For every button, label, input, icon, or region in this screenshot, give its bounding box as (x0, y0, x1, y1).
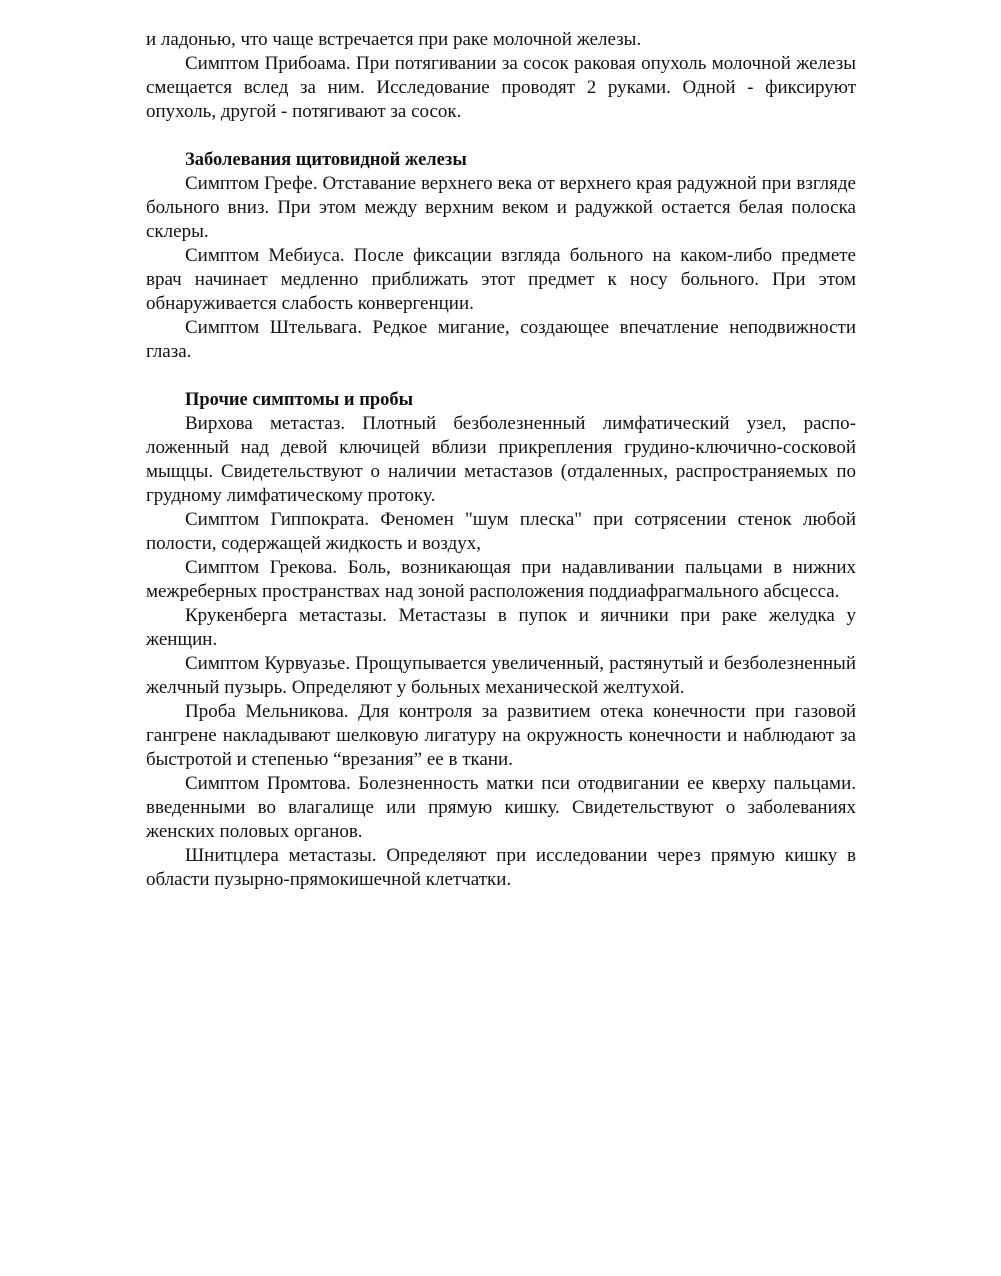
paragraph-courvoisier-sign: Симптом Курвуазье. Прощупывается увеличенный, растянутый и безболезненный желчный пузырь. Определяют у больных механической желтухой. (146, 653, 856, 698)
paragraph-graefe-sign: Симптом Грефе. Отставание верхнего века от верхнего края радужной при взгляде больного вниз. При этом между верхним веком и радужкой остается белая полоска склеры. (146, 173, 856, 242)
continued-paragraph: и ладонью, что чаще встречается при раке молочной железы. (146, 29, 642, 50)
paragraph-moebius-sign: Симптом Мебиуса. После фиксации взгляда больного на каком-либо предмете врач начинает медленно приближать этот предмет к носу больного. При этом обнаруживается слабость конвергенции. (146, 245, 856, 314)
paragraph-hippocrates-sign: Симптом Гиппократа. Феномен "шум плеска" при сотрясении стенок любой полости, содержащей жидкость и воздух, (146, 509, 856, 554)
paragraph-stellwag-sign: Симптом Штельвага. Редкое мигание, создающее впечатление неподвижности глаза. (146, 317, 856, 362)
paragraph-melnikov-test: Проба Мельникова. Для контроля за развитием отека конечности при газовой гангрене накладывают шелковую лигатуру на окружность конечности и наблюдают за быстротой и степенью “врезания” ее в ткани. (146, 701, 856, 770)
heading-other-signs: Прочие симптомы и пробы (185, 390, 414, 410)
paragraph-schnitzler-metastasis: Шнитцлера метастазы. Определяют при исследовании через прямую кишку в области пузырно-прямокишечной клетчатки. (146, 845, 856, 890)
document-page (146, 28, 856, 892)
paragraph-krukenberg-metastasis: Крукенберга метастазы. Метастазы в пупок и яичники при раке желудка у женщин. (146, 605, 856, 650)
paragraph-virchow-metastasis: Вирхова метастаз. Плотный безболезненный лимфатический узел, расположенный над девой ключицей вблизи прикрепления грудино-ключично-сосковой мыщцы. Свидетельствуют о наличии метастазов (отдаленных, распространяемых по грудному лимфатическому протоку. (146, 413, 856, 506)
paragraph-priboam-sign: Симптом Прибоама. При потягивании за сосок раковая опухоль молочной железы смещается вслед за ним. Исследование проводят 2 руками. Одной - фиксируют опухоль, другой - потягивают за сосок. (146, 53, 856, 122)
heading-thyroid-diseases: Заболевания щитовидной железы (185, 150, 467, 170)
paragraph-grekov-sign: Симптом Грекова. Боль, возникающая при надавливании пальцами в нижних межреберных пространствах над зоной расположения поддиафрагмального абсцесса. (146, 557, 856, 602)
paragraph-promtov-sign: Симптом Промтова. Болезненность матки пси отодвигании ее кверху пальцами. введенными во влагалище или прямую кишку. Свидетельствуют о заболеваниях женских половых органов. (146, 773, 856, 842)
